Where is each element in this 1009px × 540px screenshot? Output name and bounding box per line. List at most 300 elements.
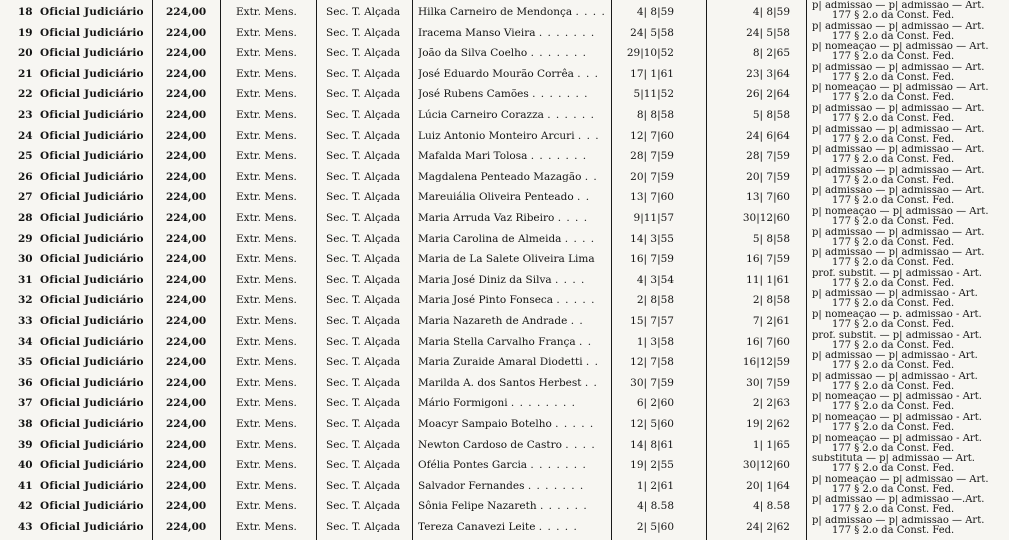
observation-cell	[812, 454, 1008, 474]
table-row	[0, 455, 1009, 475]
cargo-cell: Oficial Judiciário	[40, 150, 144, 163]
name-text: Maria Nazareth de Andrade	[418, 315, 568, 327]
cargo-cell: Oficial Judiciário	[40, 521, 144, 533]
regime-cell: Extr. Mens.	[236, 500, 297, 513]
observation-line-2: 177 § 2.o da Const. Fed.	[832, 113, 955, 124]
table-row	[0, 517, 1009, 537]
unit-cell: Sec. T. Alçada	[326, 170, 401, 183]
regime-cell: Extr. Mens.	[236, 418, 297, 430]
observation-line-2: 177 § 2.o da Const. Fed.	[832, 133, 955, 145]
observation-line-1: prof. substit. — p| admissão - Art.	[812, 268, 982, 279]
unit-cell: Sec. T. Alçada	[326, 232, 401, 245]
row-number: 38	[18, 418, 33, 430]
date-admission: 13| 7|60	[630, 191, 674, 204]
table-row	[0, 393, 1009, 413]
name-text: Ofélia Pontes Garcia	[418, 459, 528, 472]
table-row	[0, 229, 1009, 249]
regime-cell: Extr. Mens.	[236, 232, 297, 245]
observation-cell	[812, 125, 1008, 145]
observation-cell	[812, 372, 1008, 392]
observation-line-1: p| admissão — p| admissão — Art.	[812, 516, 985, 526]
leader-dots: . . . . . . . .	[510, 397, 576, 410]
regime-cell: Extr. Mens.	[236, 129, 297, 142]
salary-cell: 224,00	[166, 500, 207, 513]
cargo-cell: Oficial Judiciário	[40, 129, 144, 142]
name-cell	[418, 6, 608, 18]
observation-cell	[812, 248, 1008, 268]
unit-cell: Sec. T. Alçada	[326, 315, 401, 327]
name-text: Maria José Diniz da Silva	[418, 273, 552, 286]
name-cell	[418, 88, 608, 100]
date-current: 24| 6|64	[746, 129, 790, 142]
observation-cell	[812, 145, 1008, 165]
observation-line-2: 177 § 2.o da Const. Fed.	[832, 319, 955, 330]
cargo-cell: Oficial Judiciário	[40, 109, 144, 121]
observation-cell	[812, 186, 1008, 206]
salary-cell: 224,00	[166, 294, 207, 307]
observation-cell	[812, 516, 1008, 536]
name-text: Luiz Antonio Monteiro Arcuri	[418, 129, 575, 142]
leader-dots: . . .	[577, 129, 600, 142]
date-admission: 30| 7|59	[630, 376, 674, 389]
observation-line-2: 177 § 2.o da Const. Fed.	[832, 339, 955, 351]
unit-cell: Sec. T. Alçada	[326, 88, 401, 101]
salary-cell: 224,00	[166, 438, 207, 451]
salary-cell: 224,00	[166, 479, 207, 492]
observation-line-2: 177 § 2.o da Const. Fed.	[832, 154, 955, 166]
date-current: 4| 8|59	[752, 6, 790, 18]
observation-line-1: p| nomeação — p| admissão — Art.	[812, 83, 989, 94]
row-number: 24	[18, 129, 33, 142]
observation-line-2: 177 § 2.o da Const. Fed.	[832, 442, 955, 454]
name-cell	[418, 377, 608, 389]
date-admission: 4| 8|59	[636, 6, 674, 18]
observation-line-2: 177 § 2.o da Const. Fed.	[832, 174, 955, 186]
row-number: 36	[18, 376, 33, 389]
salary-cell: 224,00	[166, 6, 207, 18]
cargo-cell: Oficial Judiciário	[40, 253, 144, 266]
unit-cell: Sec. T. Alçada	[326, 418, 401, 430]
regime-cell: Extr. Mens.	[236, 479, 297, 492]
cargo-cell: Oficial Judiciário	[40, 170, 144, 183]
row-number: 28	[18, 212, 33, 224]
leader-dots: . . . . . . .	[532, 88, 589, 101]
date-admission: 29|10|52	[626, 47, 674, 60]
name-text: Mafalda Mari Tolosa	[418, 150, 528, 163]
regime-cell: Extr. Mens.	[236, 253, 297, 266]
date-current: 26| 2|64	[746, 88, 790, 101]
cargo-cell: Oficial Judiciário	[40, 6, 144, 18]
date-admission: 12| 5|60	[630, 418, 674, 430]
row-number: 22	[18, 88, 33, 101]
date-admission: 24| 5|58	[630, 26, 674, 39]
table-row	[0, 43, 1009, 63]
unit-cell: Sec. T. Alçada	[326, 376, 401, 389]
leader-dots: . .	[584, 170, 598, 183]
date-admission: 2| 5|60	[636, 521, 674, 533]
name-text: Maria Zuraide Amaral Diodetti	[418, 356, 583, 369]
name-cell	[418, 150, 608, 162]
salary-cell: 224,00	[166, 212, 207, 224]
salary-cell: 224,00	[166, 47, 207, 60]
observation-line-2: 177 § 2.o da Const. Fed.	[832, 401, 955, 413]
observation-line-2: 177 § 2.o da Const. Fed.	[832, 360, 955, 372]
regime-cell: Extr. Mens.	[236, 47, 297, 60]
name-cell	[418, 68, 608, 80]
cargo-cell: Oficial Judiciário	[40, 67, 144, 80]
salary-cell: 224,00	[166, 521, 207, 533]
table-row	[0, 146, 1009, 166]
table-row	[0, 414, 1009, 434]
observation-cell	[812, 63, 1008, 83]
name-cell	[418, 233, 608, 245]
regime-cell: Extr. Mens.	[236, 212, 297, 224]
row-number: 18	[18, 6, 33, 18]
regime-cell: Extr. Mens.	[236, 315, 297, 327]
name-text: Maria Arruda Vaz Ribeiro	[418, 212, 555, 224]
observation-cell	[812, 207, 1008, 227]
unit-cell: Sec. T. Alçada	[326, 109, 401, 121]
observation-line-1: p| admissão — p| admissão — Art.	[812, 1, 985, 11]
unit-cell: Sec. T. Alçada	[326, 273, 401, 286]
observation-line-2: 177 § 2.o da Const. Fed.	[832, 525, 955, 536]
date-current: 20| 7|59	[746, 170, 790, 183]
observation-cell	[812, 310, 1008, 330]
row-number: 35	[18, 356, 33, 369]
row-number: 43	[18, 521, 33, 533]
unit-cell: Sec. T. Alçada	[326, 397, 401, 410]
cargo-cell: Oficial Judiciário	[40, 356, 144, 369]
date-current: 19| 2|62	[746, 418, 790, 430]
leader-dots: . . . .	[575, 6, 606, 18]
observation-line-1: p| nomeação — p| admissão — Art.	[812, 42, 989, 53]
leader-dots: . . . .	[555, 273, 586, 286]
unit-cell: Sec. T. Alçada	[326, 479, 401, 492]
unit-cell: Sec. T. Alçada	[326, 191, 401, 204]
observation-line-1: p| nomeação — p| admissão - Art.	[812, 413, 982, 423]
regime-cell: Extr. Mens.	[236, 26, 297, 39]
name-text: Maria de La Salete Oliveira Lima	[418, 253, 595, 266]
name-text: José Rubens Camões	[418, 88, 529, 101]
date-current: 1| 1|65	[752, 438, 790, 451]
date-current: 30|12|60	[742, 212, 790, 224]
leader-dots: . .	[585, 356, 599, 369]
name-cell	[418, 27, 608, 39]
date-current: 13| 7|60	[746, 191, 790, 204]
date-admission: 20| 7|59	[630, 170, 674, 183]
leader-dots: . .	[579, 335, 593, 348]
date-admission: 17| 1|61	[630, 67, 674, 80]
date-current: 16| 7|59	[746, 253, 790, 266]
unit-cell: Sec. T. Alçada	[326, 26, 401, 39]
salary-cell: 224,00	[166, 253, 207, 266]
salary-cell: 224,00	[166, 232, 207, 245]
name-text: José Eduardo Mourão Corrêa	[418, 67, 574, 80]
observation-line-1: substituta — p| admissão — Art.	[812, 454, 975, 465]
observation-line-2: 177 § 2.o da Const. Fed.	[832, 483, 955, 495]
date-current: 24| 2|62	[746, 521, 790, 533]
cargo-cell: Oficial Judiciário	[40, 479, 144, 492]
name-text: Hilka Carneiro de Mendonça	[418, 6, 573, 18]
date-admission: 14| 3|55	[630, 232, 674, 245]
observation-line-1: p| admissão — p| admissão — Art.	[812, 104, 985, 114]
name-cell	[418, 253, 608, 265]
date-current: 24| 5|58	[746, 26, 790, 39]
leader-dots: . . . . . . .	[538, 26, 596, 39]
table-row	[0, 84, 1009, 104]
observation-line-2: 177 § 2.o da Const. Fed.	[832, 10, 955, 21]
salary-cell: 224,00	[166, 26, 207, 39]
name-cell	[418, 171, 608, 183]
date-current: 11| 1|61	[746, 273, 790, 286]
row-number: 23	[18, 109, 33, 121]
observation-line-1: p| admissão — p| admissão - Art.	[812, 289, 978, 300]
date-current: 7| 2|61	[752, 315, 790, 327]
observation-line-1: p| admissão — p| admissão — Art.	[812, 62, 985, 73]
name-cell	[418, 336, 608, 348]
leader-dots: . . . . . . .	[530, 150, 588, 163]
observation-line-2: 177 § 2.o da Const. Fed.	[832, 195, 955, 207]
cargo-cell: Oficial Judiciário	[40, 500, 144, 513]
regime-cell: Extr. Mens.	[236, 273, 297, 286]
name-cell	[418, 480, 608, 492]
salary-cell: 224,00	[166, 335, 207, 348]
salary-cell: 224,00	[166, 376, 207, 389]
observation-line-2: 177 § 2.o da Const. Fed.	[832, 380, 955, 392]
cargo-cell: Oficial Judiciário	[40, 212, 144, 224]
name-cell	[418, 397, 608, 409]
row-number: 21	[18, 67, 33, 80]
regime-cell: Extr. Mens.	[236, 521, 297, 533]
observation-cell	[812, 475, 1008, 495]
table-row	[0, 290, 1009, 310]
date-current: 20| 1|64	[746, 479, 790, 492]
date-current: 16|12|59	[742, 356, 790, 369]
row-number: 27	[18, 191, 33, 204]
table-row	[0, 64, 1009, 84]
date-admission: 4| 3|54	[636, 273, 674, 286]
regime-cell: Extr. Mens.	[236, 294, 297, 307]
row-number: 40	[18, 459, 33, 472]
regime-cell: Extr. Mens.	[236, 6, 297, 18]
row-number: 29	[18, 232, 33, 245]
name-cell	[418, 294, 608, 306]
cargo-cell: Oficial Judiciário	[40, 438, 144, 451]
unit-cell: Sec. T. Alçada	[326, 356, 401, 369]
cargo-cell: Oficial Judiciário	[40, 459, 144, 472]
name-cell	[418, 439, 608, 451]
row-number: 37	[18, 397, 33, 410]
observation-cell	[812, 351, 1008, 371]
leader-dots: . .	[577, 191, 591, 204]
observation-cell	[812, 228, 1008, 248]
observation-line-2: 177 § 2.o da Const. Fed.	[832, 92, 955, 104]
observation-cell	[812, 495, 1008, 515]
observation-cell	[812, 166, 1008, 186]
table-row	[0, 496, 1009, 516]
cargo-cell: Oficial Judiciário	[40, 418, 144, 430]
regime-cell: Extr. Mens.	[236, 67, 297, 80]
row-number: 30	[18, 253, 33, 266]
name-text: Marilda A. dos Santos Herbest	[418, 376, 582, 389]
salary-cell: 224,00	[166, 459, 207, 472]
name-text: Lúcia Carneiro Corazza	[418, 109, 544, 121]
unit-cell: Sec. T. Alçada	[326, 521, 401, 533]
observation-line-2: 177 § 2.o da Const. Fed.	[832, 71, 955, 83]
leader-dots: . . . . . . .	[530, 47, 587, 60]
name-cell	[418, 459, 608, 471]
unit-cell: Sec. T. Alçada	[326, 500, 401, 513]
regime-cell: Extr. Mens.	[236, 459, 297, 472]
leader-dots: . . . . . .	[539, 500, 588, 513]
name-cell	[418, 274, 608, 286]
name-cell	[418, 47, 608, 59]
row-number: 33	[18, 315, 33, 327]
date-current: 2| 8|58	[752, 294, 790, 307]
name-text: Mareuiália Oliveira Penteado	[418, 191, 574, 204]
regime-cell: Extr. Mens.	[236, 335, 297, 348]
date-current: 8| 2|65	[752, 47, 790, 60]
row-number: 32	[18, 294, 33, 307]
salary-cell: 224,00	[166, 397, 207, 410]
leader-dots: . . . . .	[538, 521, 578, 533]
observation-line-2: 177 § 2.o da Const. Fed.	[832, 51, 955, 63]
row-number: 19	[18, 26, 33, 39]
observation-cell	[812, 289, 1008, 309]
cargo-cell: Oficial Judiciário	[40, 88, 144, 101]
date-current: 5| 8|58	[752, 232, 790, 245]
name-text: Iracema Manso Vieira	[418, 26, 536, 39]
salary-cell: 224,00	[166, 191, 207, 204]
date-current: 23| 3|64	[746, 67, 790, 80]
leader-dots: . .	[584, 376, 598, 389]
row-number: 42	[18, 500, 33, 513]
observation-line-1: prof. substit. — p| admissão - Art.	[812, 330, 982, 341]
row-number: 34	[18, 335, 33, 348]
salary-cell: 224,00	[166, 88, 207, 101]
salary-cell: 224,00	[166, 356, 207, 369]
unit-cell: Sec. T. Alçada	[326, 129, 401, 142]
table-row	[0, 373, 1009, 393]
observation-cell	[812, 22, 1008, 42]
observation-line-2: 177 § 2.o da Const. Fed.	[832, 277, 955, 289]
cargo-cell: Oficial Judiciário	[40, 273, 144, 286]
regime-cell: Extr. Mens.	[236, 150, 297, 163]
name-cell	[418, 500, 608, 512]
salary-cell: 224,00	[166, 418, 207, 430]
observation-line-1: p| nomeação — p| admissão - Art.	[812, 433, 982, 444]
name-text: Magdalena Penteado Mazagão	[418, 170, 582, 183]
observation-cell	[812, 331, 1008, 351]
observation-cell	[812, 104, 1008, 124]
name-cell	[418, 418, 608, 430]
name-cell	[418, 315, 608, 327]
row-number: 20	[18, 47, 33, 60]
name-text: João da Silva Coelho	[418, 47, 528, 60]
cargo-cell: Oficial Judiciário	[40, 232, 144, 245]
date-admission: 12| 7|58	[630, 356, 674, 369]
date-admission: 9|11|57	[633, 212, 674, 224]
date-current: 5| 8|58	[752, 109, 790, 121]
date-admission: 4| 8.58	[637, 500, 674, 513]
unit-cell: Sec. T. Alçada	[326, 47, 401, 60]
leader-dots: . . . . . . .	[527, 479, 585, 492]
cargo-cell: Oficial Judiciário	[40, 294, 144, 307]
unit-cell: Sec. T. Alçada	[326, 212, 401, 224]
leader-dots: . . . . . . .	[530, 459, 587, 472]
observation-line-1: p| admissão — p| admissão — Art.	[812, 145, 985, 156]
date-current: 2| 2|63	[752, 397, 790, 410]
leader-dots: . . . . .	[555, 418, 595, 430]
unit-cell: Sec. T. Alçada	[326, 67, 401, 80]
salary-cell: 224,00	[166, 315, 207, 327]
name-text: Newton Cardoso de Castro	[418, 438, 562, 451]
salary-cell: 224,00	[166, 273, 207, 286]
name-text: Sônia Felipe Nazareth	[418, 500, 537, 513]
unit-cell: Sec. T. Alçada	[326, 459, 401, 472]
observation-line-1: p| admissão — p| admissão — Art.	[812, 21, 985, 32]
unit-cell: Sec. T. Alçada	[326, 335, 401, 348]
row-number: 31	[18, 273, 33, 286]
observation-line-1: p| nomeação — p| admissão — Art.	[812, 474, 989, 485]
row-number: 39	[18, 438, 33, 451]
observation-line-1: p| nomeação — p| admissão — Art.	[812, 207, 989, 217]
table-row	[0, 352, 1009, 372]
table-row	[0, 187, 1009, 207]
cargo-cell: Oficial Judiciário	[40, 26, 144, 39]
observation-cell	[812, 83, 1008, 103]
name-text: Tereza Canavezi Leite	[418, 521, 536, 533]
name-cell	[418, 521, 608, 533]
salary-cell: 224,00	[166, 129, 207, 142]
regime-cell: Extr. Mens.	[236, 356, 297, 369]
name-cell	[418, 212, 608, 224]
table-row	[0, 311, 1009, 331]
observation-cell	[812, 413, 1008, 433]
date-current: 16| 7|60	[746, 335, 790, 348]
observation-line-2: 177 § 2.o da Const. Fed.	[832, 236, 955, 248]
table-row	[0, 270, 1009, 290]
cargo-cell: Oficial Judiciário	[40, 191, 144, 204]
table-row	[0, 105, 1009, 125]
observation-line-2: 177 § 2.o da Const. Fed.	[832, 463, 955, 475]
table-row	[0, 2, 1009, 22]
name-text: Maria Carolina de Almeida	[418, 232, 562, 245]
row-number: 41	[18, 479, 33, 492]
table-row	[0, 126, 1009, 146]
date-admission: 8| 8|58	[636, 109, 674, 121]
regime-cell: Extr. Mens.	[236, 438, 297, 451]
regime-cell: Extr. Mens.	[236, 88, 297, 101]
name-text: Maria José Pinto Fonseca	[418, 294, 554, 307]
unit-cell: Sec. T. Alçada	[326, 6, 401, 18]
date-admission: 16| 7|59	[630, 253, 674, 266]
date-admission: 28| 7|59	[630, 150, 674, 163]
observation-line-1: p| admissão — p| admissão —.Art.	[812, 495, 985, 506]
regime-cell: Extr. Mens.	[236, 397, 297, 410]
table-row	[0, 435, 1009, 455]
date-admission: 2| 8|58	[636, 294, 674, 307]
cargo-cell: Oficial Judiciário	[40, 47, 144, 60]
table-row	[0, 332, 1009, 352]
observation-line-1: p| admissão — p| admissão - Art.	[812, 371, 978, 382]
date-admission: 19| 2|55	[630, 459, 674, 472]
regime-cell: Extr. Mens.	[236, 191, 297, 204]
observation-line-1: p| admissão — p| admissão — Art.	[812, 124, 985, 135]
observation-line-2: 177 § 2.o da Const. Fed.	[832, 298, 955, 310]
date-admission: 6| 2|60	[636, 397, 674, 410]
date-admission: 5|11|52	[633, 88, 674, 101]
